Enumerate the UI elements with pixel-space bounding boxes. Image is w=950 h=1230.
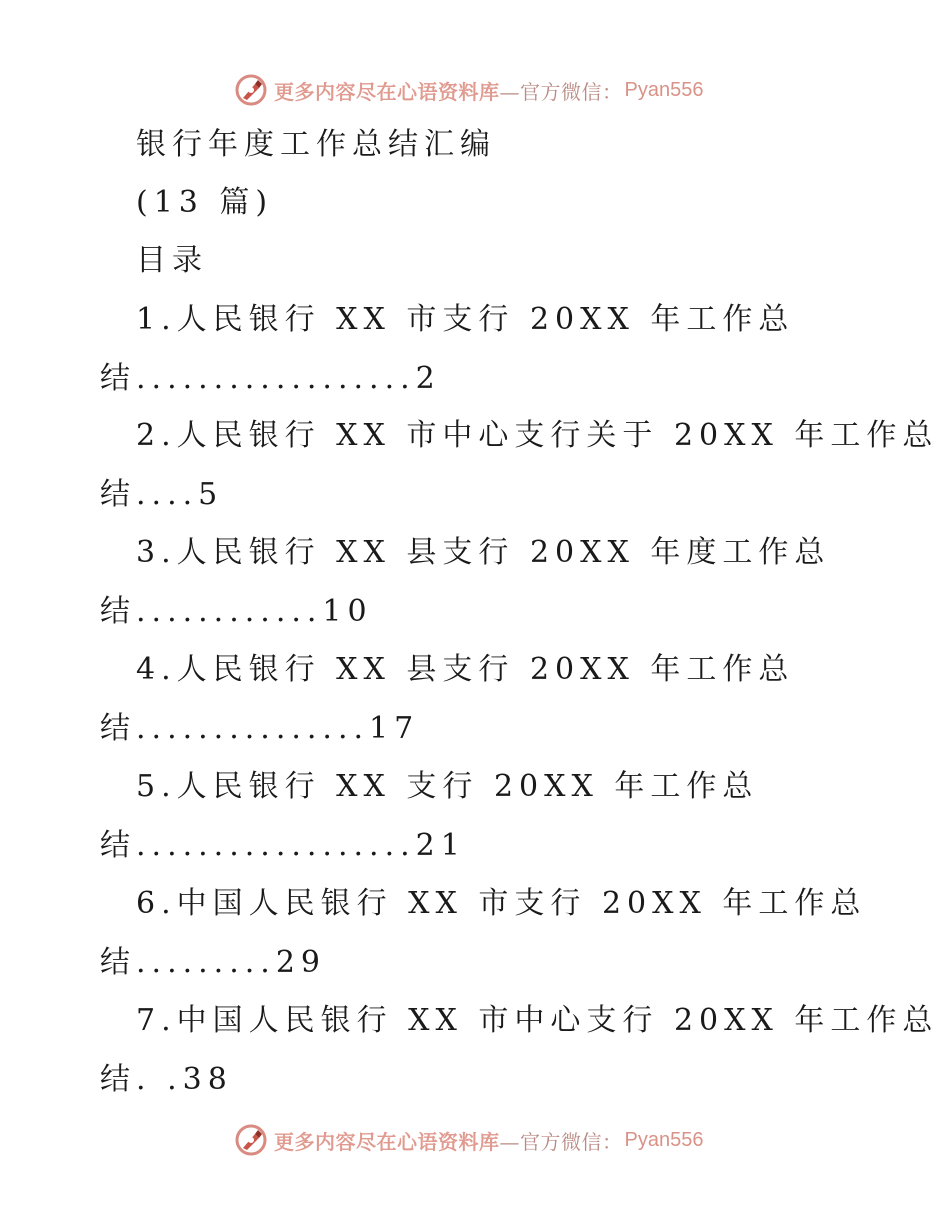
toc-entry-2-page: 结....5 xyxy=(100,477,224,512)
toc-entry-2-title: 2.人民银行 XX 市中心支行关于 20XX 年工作总 xyxy=(136,418,939,453)
header-watermark xyxy=(234,72,703,108)
toc-entry-3-page: 结............10 xyxy=(100,594,373,629)
toc-entry-5-page: 结..................21 xyxy=(100,828,466,863)
pen-logo-icon xyxy=(234,73,268,107)
toc-entry-1-title: 1.人民银行 XX 市支行 20XX 年工作总 xyxy=(136,302,795,337)
toc-entry-5-title: 5.人民银行 XX 支行 20XX 年工作总 xyxy=(136,769,759,804)
banner-main-text: 更多内容尽在心语资料库 xyxy=(274,1129,500,1154)
banner-wechat-id: Pyan556 xyxy=(624,1128,704,1151)
banner-sub-text: —官方微信： xyxy=(499,79,623,104)
toc-entry-4-title: 4.人民银行 XX 县支行 20XX 年工作总 xyxy=(136,652,795,687)
toc-heading: 目录 xyxy=(136,243,208,278)
banner-sub-text: —官方微信： xyxy=(499,1129,623,1154)
toc-entry-1-page: 结..................2 xyxy=(100,361,441,396)
banner-main-text: 更多内容尽在心语资料库 xyxy=(274,79,500,104)
footer-watermark xyxy=(234,1122,703,1158)
toc-entry-6-title: 6.中国人民银行 XX 市支行 20XX 年工作总 xyxy=(136,886,867,921)
document-title: 银行年度工作总结汇编 xyxy=(136,127,496,162)
toc-entry-6-page: 结.........29 xyxy=(100,945,326,980)
toc-entry-3-title: 3.人民银行 XX 县支行 20XX 年度工作总 xyxy=(136,535,831,570)
toc-entry-7-page: 结. .38 xyxy=(100,1062,233,1097)
toc-entry-7-title: 7.中国人民银行 XX 市中心支行 20XX 年工作总 xyxy=(136,1003,939,1038)
toc-entry-4-page: 结...............17 xyxy=(100,711,420,746)
pen-logo-icon xyxy=(234,1123,268,1157)
document-count: (13 篇) xyxy=(136,185,274,220)
banner-wechat-id: Pyan556 xyxy=(624,78,704,101)
